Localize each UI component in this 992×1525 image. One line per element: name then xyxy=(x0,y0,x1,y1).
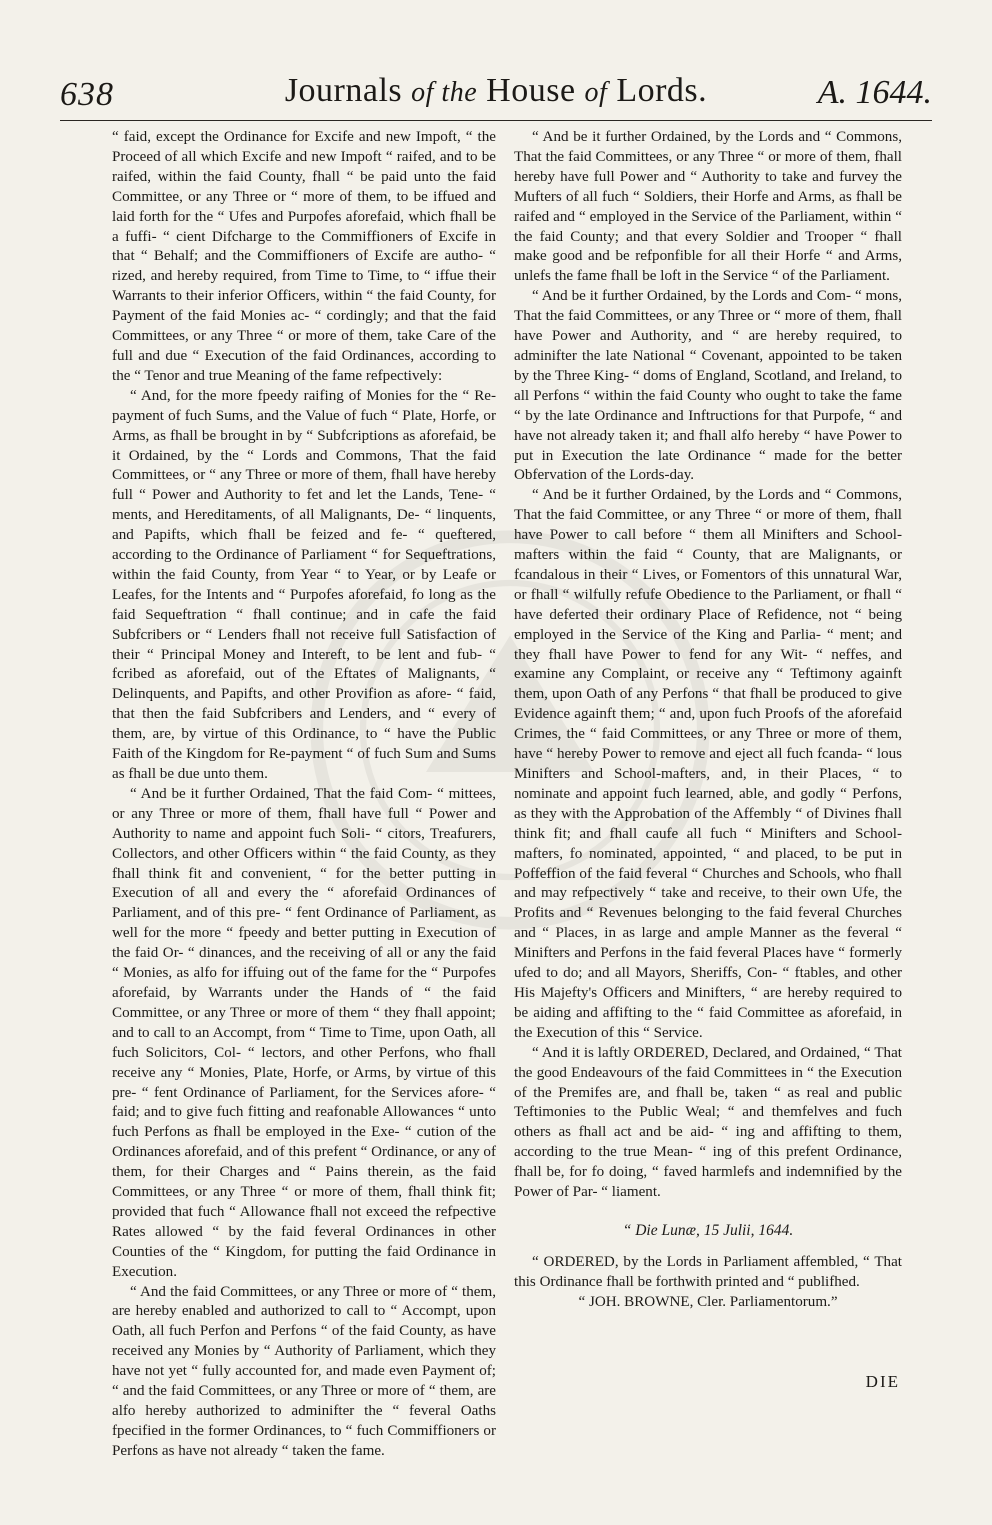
paragraph: “ faid, except the Ordinance for Excife and new Impoft, “ the Proceed of all which Excife and new Impoft “ raifed, and to be raifed, within the faid County, fhall “ be paid unto the faid Committee, or any Three or “ more of them, to be iffued and laid forth for the “ Ufes and Purpofes aforefaid, which fhall be a fuffi- “ cient Difcharge to the Commiffioners of Excife in that “ Behalf; and the Commiffioners of Excife are autho- “ rized, and hereby required, from Time to Time, to “ iffue their Warrants to their inferior Officers, within “ the faid County, for Payment of the faid Monies ac- “ cordingly; and that the faid Committees, or any Three “ or more of them, take Care of the full and due “ Execution of the faid Ordinances, according to the “ Tenor and true Meaning of the fame refpectively: xyxy=(112,129,496,384)
right-column xyxy=(514,128,902,1313)
header-rule xyxy=(60,120,932,121)
paragraph: “ And, for the more fpeedy raifing of Monies for the “ Re-payment of fuch Sums, and the Value of fuch “ Plate, Horfe, or Arms, as fhall be brought in by “ Subfcriptions as aforefaid, be it Ordained, by the “ Lords and Commons, That the faid Committees, or “ any Three or more of them, fhall have hereby full “ Power and Authority to fet and let the Lands, Tene- “ ments, and Hereditaments, of all Malignants, De- “ linquents, and Papifts, which fhall be feized and fe- “ queftered, according to the Ordinance of Parliament “ for Sequeftrations, within the faid County, from Year “ to Year, or by Leafe or Leafes, for the Intents and “ Purpofes aforefaid, fo long as the faid Sequeftration “ fhall continue; and in cafe the faid Subfcribers or “ Lenders fhall not receive full Satisfaction of their “ Principal Money and Intereft, to be lent and fub- “ fcribed as aforefaid, out of the Eftates of Malignants, “ Delinquents, and Papifts, and other Provifion as afore- “ faid, that then the faid Subfcribers and Lenders, and “ every of them, are, by virtue of this Ordinance, to “ have the Public Faith of the Kingdom for Re-payment “ of fuch Sum and Sums as fhall be due unto them. xyxy=(112,387,496,782)
catchword: DIE xyxy=(865,1372,900,1391)
order-paragraph: “ ORDERED, by the Lords in Parliament affembled, “ That this Ordinance fhall be forthwith printed and “ publifhed. xyxy=(514,1253,902,1290)
dateline: “ Die Lunæ, 15 Julii, 1644. xyxy=(622,1221,794,1239)
year-label: A. 1644. xyxy=(817,74,932,111)
paragraph: “ And it is laftly ORDERED, Declared, and Ordained, “ That the good Endeavours of the faid Committees in “ the Execution of the Premifes are, and fhall be, taken “ as real and public Teftimonies to the Public Weal; “ and themfelves and fuch others as fhall act and be aid- “ ing and affifting to them, according to the true Mean- “ ing of this prefent Ordinance, fhall be, for fo doing, “ faved harmlefs and indemnified by the Power of Par- “ liament. xyxy=(514,1044,902,1201)
paragraph: “ And be it further Ordained, That the faid Com- “ mittees, or any Three or more of them, fhall have full “ Power and Authority to name and appoint fuch Soli- “ citors, Treafurers, Collectors, and other Officers within “ the faid County, as they fhall think fit and convenient, “ for the better putting in Execution of all and every the “ aforefaid Ordinances of Parliament, and of this pre- “ fent Ordinance of Parliament, as well for the more “ fpeedy and better putting in Execution of the faid Or- “ dinances, and the receiving of all or any the faid “ Monies, as alfo for iffuing out of the fame for the “ Purpofes aforefaid, by Warrants under the Hands of “ the faid Committee, or any Three or more of them “ they fhall appoint; and to call to an Accompt, from “ Time to Time, upon Oath, all fuch Solicitors, Col- “ lectors, and other Perfons, who fhall receive any “ Monies, Plate, Horfe, or Arms, by virtue of this pre- “ fent Ordinance of Parliament, for the Services afore- “ faid; and to give fuch fitting and reafonable Allowances “ unto fuch Perfons as fhall be employed in the Exe- “ cution of the Ordinances aforefaid, and of this prefent “ Ordinance, or any of them, for their Charges and “ Pains therein, as the faid Committees, or any Three “ or more of them, fhall think fit; provided that fuch “ Allowance fhall not exceed the refpective Rates allowed “ by the faid feveral Ordinances in other Counties of the “ Kingdom, for putting the faid Ordinance in Execution. xyxy=(112,785,496,1280)
title-of: of xyxy=(584,77,608,108)
title-house: House xyxy=(486,72,576,109)
page-header xyxy=(60,72,932,116)
title-journals: Journals xyxy=(284,72,403,109)
paragraph: “ And be it further Ordained, by the Lords and “ Commons, That the faid Committees, or any Three “ or more of them, fhall hereby have full Power and “ Authority to take and furvey the Mufters of all fuch “ Soldiers, their Horfe and Arms, as fhall be raifed and “ employed in the Service of the Parliament, within “ the faid County; and that every Soldier and Trooper “ fhall make good and be refponfible for all their Horfe “ and Arms, unlefs the fame fhall be loft in the Service “ of the Parliament. xyxy=(514,129,902,285)
paragraph: “ And be it further Ordained, by the Lords and “ Commons, That the faid Committee, or any Three “ or more of them, fhall have Power to call before “ them all Minifters and School-mafters within the faid “ County, that are Malignants, or fcandalous in their “ Lives, or Fomentors of this unnatural War, or fhall “ wilfully refufe Obedience to the Parliament, or fhall “ have deferted their ordinary Place of Refidence, not “ being employed in the Service of the King and Parlia- “ ment; and they fhall have Power to fend for any Wit- “ neffes, and examine any Complaint, or receive any “ Teftimony againft them, upon Oath of any Perfons “ that fhall be produced to give Evidence againft them; “ and, upon fuch Proofs of the aforefaid Crimes, the “ faid Committees, or any Three or more of them, have “ hereby Power to remove and eject all fuch fcanda- “ lous Minifters and School-mafters, and, in their Places, “ to nominate and appoint fuch learned, able, and godly “ Perfons, as they with the Approbation of the Affembly “ of Divines fhall think fit; and fhall caufe all fuch “ Minifters and School-mafters, fo nominated, appointed, “ and placed, to be put in Poffeffion of the faid feveral “ Churches and Schools, who fhall and may refpectively “ take and receive, to their own Ufe, the Profits and “ Revenues belonging to the faid feveral Churches and “ Places, in as large and ample Manner as the feveral “ Minifters and Perfons in the faid feveral Places have “ formerly ufed to do; and all Mayors, Sheriffs, Con- “ ftables, and other His Majefty's Officers and Minifters, “ are hereby required to be aiding and affifting to the “ faid Committee as aforefaid, in the Execution of this “ Service. xyxy=(514,487,902,1041)
page-number: 638 xyxy=(60,76,114,113)
title-of-the: of the xyxy=(411,77,478,108)
signature-line: “ JOH. BROWNE, Cler. Parliamentorum.” xyxy=(578,1293,838,1310)
paragraph: “ And be it further Ordained, by the Lords and Com- “ mons, That the faid Committees, or any Three or “ more of them, fhall have Power and Authority, and “ are hereby required, to adminifter the late National “ Covenant, appointed to be taken by the Three King- “ doms of England, Scotland, and Ireland, to all Perfons “ within the faid County who ought to take the fame “ by the late Ordinance and Inftructions for that Purpofe, “ and have not already taken it; and fhall alfo hereby “ have Power to put in Execution the late Ordinance “ made for the better Obfervation of the Lords-day. xyxy=(514,288,902,484)
running-title xyxy=(60,72,932,110)
paragraph: “ And the faid Committees, or any Three or more of “ them, are hereby enabled and authorized to call to “ Accompt, upon Oath, all fuch Perfon and Perfons “ of the faid County, as have received any Monies by “ Authority of Parliament, which they have not yet “ fully accounted for, and made even Payment of; “ and the faid Committees, or any Three or more of “ them, are alfo hereby authorized to adminifter the “ feveral Oaths fpecified in the former Ordinances, to “ fuch Commiffioners or Perfons as have not already “ taken the fame. xyxy=(112,1283,496,1459)
title-lords: Lords. xyxy=(616,72,708,109)
left-column xyxy=(112,128,496,1462)
